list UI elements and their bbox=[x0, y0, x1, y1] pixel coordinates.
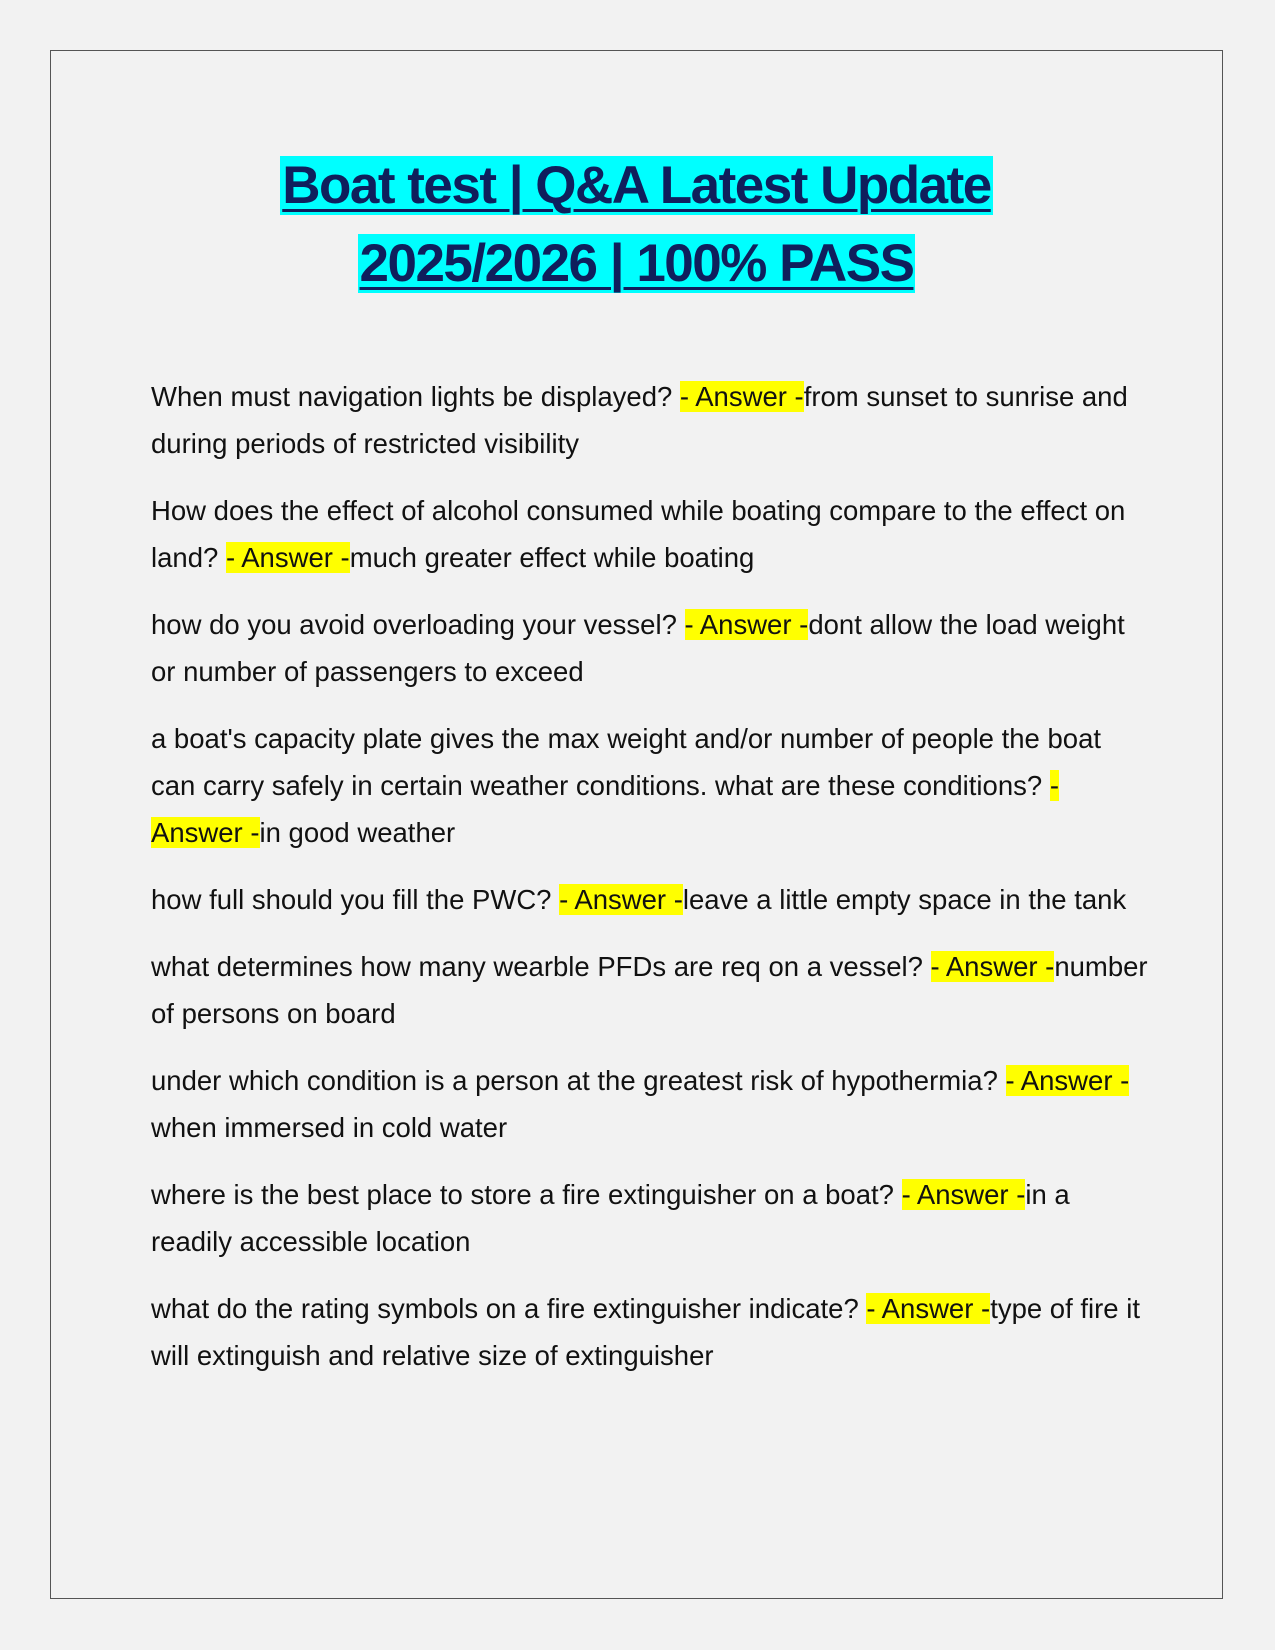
question-text: what do the rating symbols on a fire extinguisher indicate? bbox=[151, 1293, 867, 1324]
answer-marker: - Answer - bbox=[684, 609, 809, 640]
qa-list bbox=[151, 373, 1151, 1399]
qa-item bbox=[151, 1057, 1151, 1151]
qa-item bbox=[151, 1171, 1151, 1265]
answer-text: when immersed in cold water bbox=[151, 1112, 508, 1143]
question-text: what determines how many wearble PFDs are req on a vessel? bbox=[151, 951, 931, 982]
qa-item bbox=[151, 876, 1151, 923]
answer-marker: - Answer - bbox=[901, 1179, 1026, 1210]
qa-item bbox=[151, 373, 1151, 467]
answer-marker: - Answer - bbox=[866, 1293, 991, 1324]
qa-item bbox=[151, 601, 1151, 695]
document-page bbox=[50, 50, 1223, 1599]
answer-marker: - Answer - bbox=[225, 542, 350, 573]
question-text: a boat's capacity plate gives the max weight and/or number of people the boat can carry safely in certain weather conditions. what are these conditions? bbox=[151, 723, 1102, 801]
answer-text: type of fire it will extinguish and relative size of extinguisher bbox=[151, 1293, 1140, 1371]
answer-text: from sunset to sunrise and during periods of restricted visibility bbox=[151, 381, 1128, 459]
title-line-1: Boat test | Q&A Latest Update bbox=[282, 156, 991, 215]
question-text: how do you avoid overloading your vessel? bbox=[151, 609, 685, 640]
answer-text: leave a little empty space in the tank bbox=[682, 884, 1127, 915]
qa-item bbox=[151, 943, 1151, 1037]
answer-text: number of persons on board bbox=[151, 951, 1148, 1029]
answer-text: dont allow the load weight or number of passengers to exceed bbox=[151, 609, 1125, 687]
question-text: When must navigation lights be displayed? bbox=[151, 381, 680, 412]
answer-text: in a readily accessible location bbox=[151, 1179, 1070, 1257]
answer-marker: - Answer - bbox=[679, 381, 804, 412]
title-line-2: 2025/2026 | 100% PASS bbox=[359, 234, 914, 293]
qa-item bbox=[151, 1285, 1151, 1379]
question-text: How does the effect of alcohol consumed while boating compare to the effect on land? bbox=[151, 495, 1126, 573]
answer-text: in good weather bbox=[259, 817, 456, 848]
qa-item bbox=[151, 715, 1151, 856]
question-text: under which condition is a person at the greatest risk of hypothermia? bbox=[151, 1065, 1006, 1096]
answer-marker: - Answer - bbox=[930, 951, 1055, 982]
question-text: where is the best place to store a fire extinguisher on a boat? bbox=[151, 1179, 902, 1210]
answer-marker: - Answer - bbox=[1005, 1065, 1130, 1096]
qa-item bbox=[151, 487, 1151, 581]
answer-marker: - Answer - bbox=[151, 770, 1059, 848]
question-text: how full should you fill the PWC? bbox=[151, 884, 560, 915]
answer-text: much greater effect while boating bbox=[349, 542, 755, 573]
document-title bbox=[51, 147, 1222, 303]
answer-marker: - Answer - bbox=[559, 884, 683, 915]
